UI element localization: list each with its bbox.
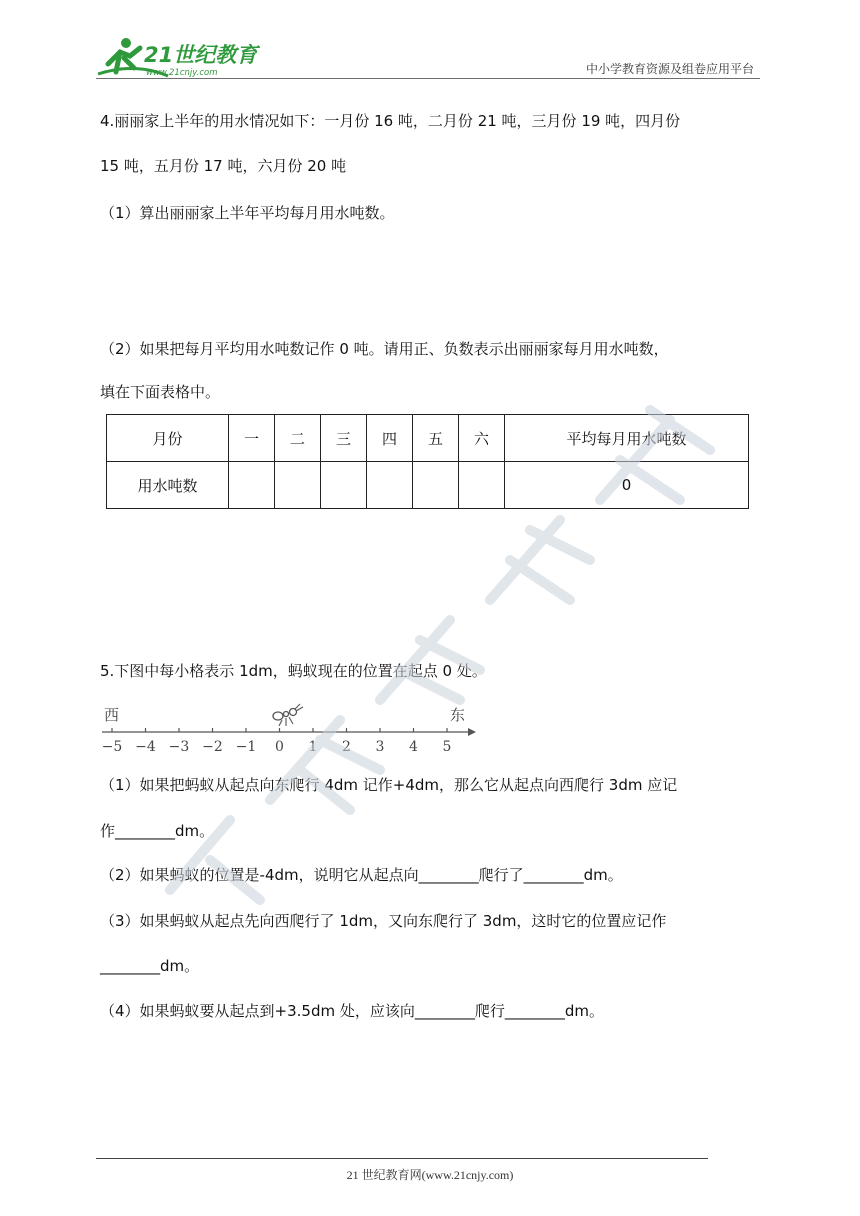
tick-label: 1 (308, 739, 318, 755)
water-usage-table (106, 414, 749, 509)
q4-part2-line2: 填在下面表格中。 (100, 383, 221, 401)
tick-label: −3 (168, 739, 190, 755)
east-label: 东 (450, 706, 466, 724)
tick-label: 4 (409, 739, 418, 755)
header-tagline: 中小学教育资源及组卷应用平台 (585, 62, 754, 76)
table-value-row (107, 462, 749, 509)
q5-part3-line2: ________dm。 (100, 957, 200, 975)
table-cell: 一 (229, 415, 275, 462)
tick-label: 3 (375, 739, 385, 755)
axis-arrow-icon (468, 728, 476, 736)
header-divider (96, 78, 760, 79)
logo-url: www.21cnjy.com (146, 68, 218, 78)
table-input-cell[interactable] (413, 462, 459, 509)
table-header-row (107, 415, 749, 462)
tick-label: −4 (135, 739, 156, 755)
q4-part2-line1: （2）如果把每月平均用水吨数记作 0 吨。请用正、负数表示出丽丽家每月用水吨数， (100, 340, 669, 358)
q4-part1: （1）算出丽丽家上半年平均每月用水吨数。 (100, 204, 395, 222)
ant-icon (273, 704, 303, 726)
table-cell: 五 (413, 415, 459, 462)
table-cell: 四 (367, 415, 413, 462)
table-input-cell[interactable] (367, 462, 413, 509)
logo-text: 21世纪教育 (144, 43, 258, 67)
table-cell: 六 (459, 415, 505, 462)
tick-label: −5 (101, 739, 123, 755)
tick-label: 0 (275, 739, 284, 755)
tick-label: 5 (442, 739, 452, 755)
table-input-cell[interactable] (229, 462, 275, 509)
q5-part1-line1: （1）如果把蚂蚁从起点向东爬行 4dm 记作+4dm，那么它从起点向西爬行 3dm 应记 (100, 776, 678, 794)
q5-part1-line2: 作________dm。 (100, 822, 215, 840)
number-line-figure (96, 700, 476, 758)
table-cell: 二 (275, 415, 321, 462)
table-input-cell[interactable] (321, 462, 367, 509)
table-cell: 月份 (107, 415, 229, 462)
footer-divider (96, 1158, 708, 1159)
table-input-cell[interactable] (459, 462, 505, 509)
tick-label: −1 (235, 739, 257, 755)
q5-part2: （2）如果蚂蚁的位置是-4dm，说明它从起点向________爬行了________dm。 (100, 866, 623, 884)
table-input-cell[interactable] (275, 462, 321, 509)
tick-label: −2 (202, 739, 223, 755)
table-cell: 0 (505, 462, 749, 509)
table-cell: 三 (321, 415, 367, 462)
site-logo (96, 34, 266, 82)
q4-line2: 15 吨，五月份 17 吨，六月份 20 吨 (100, 157, 347, 175)
q5-intro: 5.下图中每小格表示 1dm，蚂蚁现在的位置在起点 0 处。 (100, 662, 487, 680)
q5-part4: （4）如果蚂蚁要从起点到+3.5dm 处，应该向________爬行________dm。 (100, 1002, 605, 1020)
q5-part3-line1: （3）如果蚂蚁从起点先向西爬行了 1dm，又向东爬行了 3dm，这时它的位置应记作 (100, 912, 667, 930)
table-cell: 平均每月用水吨数 (505, 415, 749, 462)
west-label: 西 (104, 706, 120, 724)
tick-label: 2 (342, 739, 351, 755)
q4-line1: 4.丽丽家上半年的用水情况如下：一月份 16 吨，二月份 21 吨，三月份 19 吨，四月份 (100, 112, 681, 130)
table-cell: 用水吨数 (107, 462, 229, 509)
footer-text: 21 世纪教育网(www.21cnjy.com) (346, 1168, 514, 1182)
